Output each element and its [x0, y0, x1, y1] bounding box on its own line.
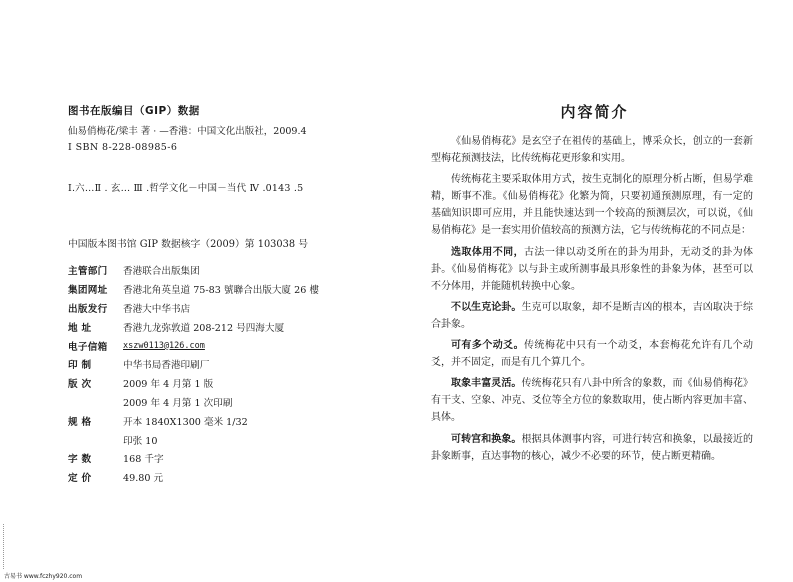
paragraph-point-3 — [431, 337, 753, 371]
info-value: 开本 1840X1300 毫米 1/32 — [123, 416, 248, 428]
scan-footer: 古易书 www.fczhy920.com — [4, 573, 83, 580]
info-label: 印 制 — [68, 360, 92, 372]
info-row-price — [68, 468, 319, 487]
point-text: 根据具体测事内容，可进行转宫和换象，以最接近的卦象断事，直达事物的核心，减少不必要的环节，使占断更精确。 — [431, 433, 754, 462]
point-text: 生克可以取象，却不是断吉凶的根本，吉凶取决于综合卦象。 — [431, 301, 754, 330]
point-text: 传统梅花中只有一个动爻，本套梅花允许有几个动爻，并不固定，而是有几个算几个。 — [431, 340, 753, 369]
info-label: 字 数 — [68, 454, 92, 466]
left-page — [0, 0, 396, 582]
info-value: 2009 年 4 月第 1 次印刷 — [123, 397, 233, 409]
point-text: 古法一律以动爻所在的卦为用卦，无动爻的卦为体卦。《仙易俏梅花》以与卦主或所测事最具形象性的卦象为体，甚至可以不分体用，并能随机转换中心象。 — [431, 246, 753, 292]
info-row-print — [68, 355, 319, 374]
cip-line-title-author: 仙易俏梅花/梁丰 著 · —香港：中国文化出版社，2009.4 — [68, 126, 307, 137]
point-title: 取象丰富灵活。 — [451, 378, 522, 390]
info-value: 168 千字 — [123, 454, 164, 466]
cip-data-number: 中国版本图书馆 GIP 数据核字（2009）第 103038 号 — [68, 239, 309, 250]
paragraph-point-2 — [431, 299, 753, 333]
publication-info-table — [68, 261, 319, 487]
info-value: 印张 10 — [123, 435, 158, 447]
email-link[interactable]: xszw0113@126.com — [123, 340, 205, 351]
point-title: 不以生克论卦。 — [451, 301, 522, 313]
point-text: 传统梅花只有八卦中所含的象数，而《仙易俏梅花》有干支、空象、冲克、爻位等全方位的象数取用，使占断内容更加丰富、具体。 — [431, 378, 754, 424]
info-row-printing — [68, 393, 319, 412]
paragraph-intro: 《仙易俏梅花》是玄空子在祖传的基础上，博采众长，创立的一套新型梅花预测技法，比传统梅花更形象和实用。 — [431, 136, 753, 165]
info-label: 出版发行 — [68, 303, 108, 315]
paragraph-comparison: 传统梅花主要采取体用方式，按生克制化的原理分析占断，但易学难精，断事不准。《仙易俏梅花》化繁为简，只要初通预测原理，有一定的基础知识即可应用，并且能快速达到一个较高的预测层次，可以说，《仙易俏梅花》是一套实用价值较高的预测方法，它与传统梅花的不同点是： — [431, 174, 753, 237]
info-value: 49.80 元 — [123, 473, 164, 485]
info-value: 中华书局香港印刷厂 — [123, 360, 210, 372]
info-label: 规 格 — [68, 416, 92, 428]
info-row-address — [68, 317, 319, 336]
info-row-sheets — [68, 430, 319, 449]
info-row-website — [68, 280, 319, 299]
scan-margin-dots — [3, 524, 6, 569]
content-summary-heading: 内容简介 — [560, 103, 629, 121]
point-title: 可转宫和换象。 — [451, 433, 522, 445]
info-row-format — [68, 411, 319, 430]
info-row-edition — [68, 374, 319, 393]
paragraph-point-1 — [431, 244, 753, 295]
info-row-email — [68, 336, 319, 355]
info-label: 主管部门 — [68, 266, 108, 278]
info-row-publisher — [68, 299, 319, 318]
cip-title: 图书在版编目（GIP）数据 — [68, 105, 200, 117]
cip-line-classification: Ⅰ.六…Ⅱ . 玄… Ⅲ .哲学文化－中国－当代 Ⅳ .0143 .5 — [68, 183, 304, 194]
info-label: 定 价 — [68, 473, 92, 485]
point-title: 可有多个动爻。 — [451, 340, 524, 352]
info-value: 香港九龙弥敦道 208-212 号四海大厦 — [123, 322, 285, 334]
info-label: 电子信箱 — [68, 341, 108, 353]
point-title: 选取体用不同， — [451, 246, 524, 258]
info-value: 香港北角英皇道 75-83 號聯合出版大廈 26 樓 — [123, 285, 319, 297]
info-label: 地 址 — [68, 322, 92, 334]
info-row-words — [68, 449, 319, 468]
content-summary-body — [431, 133, 753, 469]
info-value: 香港大中华书店 — [123, 303, 191, 315]
info-row-supervisor — [68, 261, 319, 280]
info-label: 版 次 — [68, 379, 92, 391]
info-value: 2009 年 4 月第 1 版 — [123, 379, 214, 391]
info-label: 集团网址 — [68, 285, 108, 297]
paragraph-point-4 — [431, 375, 753, 426]
right-page — [396, 0, 793, 582]
info-value: 香港联合出版集团 — [123, 266, 200, 278]
cip-line-isbn: I SBN 8-228-08985-6 — [68, 142, 178, 153]
paragraph-point-5 — [431, 431, 753, 465]
